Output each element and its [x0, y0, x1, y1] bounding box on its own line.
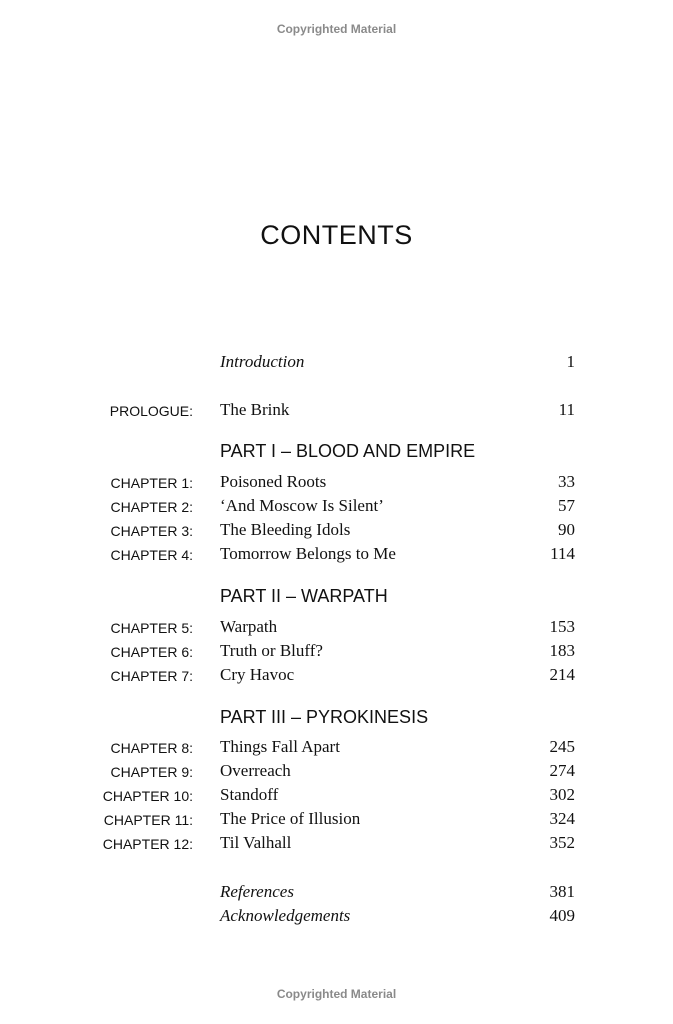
toc-entry-chapter: [0, 737, 673, 759]
entry-label: CHAPTER 8:: [110, 740, 193, 756]
toc-entry-chapter: [0, 496, 673, 518]
part-heading-3: PART III – PYROKINESIS: [220, 707, 429, 727]
entry-page-number: 90: [558, 520, 575, 539]
entry-title: Things Fall Apart: [220, 737, 340, 756]
entry-page-number: 352: [549, 833, 575, 852]
entry-title: Introduction: [220, 352, 305, 371]
toc-entry-chapter: [0, 665, 673, 687]
entry-page-number: 153: [549, 617, 575, 636]
entry-label: CHAPTER 12:: [102, 836, 193, 852]
entry-page-number: 409: [549, 906, 575, 925]
entry-label: PROLOGUE:: [109, 403, 193, 419]
toc-entry-references: [0, 882, 673, 904]
toc-entry-chapter: [0, 809, 673, 831]
entry-label: CHAPTER 6:: [110, 644, 193, 660]
entry-label: CHAPTER 2:: [110, 499, 193, 515]
entry-title: Acknowledgements: [220, 906, 351, 925]
entry-label: CHAPTER 5:: [110, 620, 193, 636]
toc-entry-acknowledgements: [0, 906, 673, 928]
entry-title: The Price of Illusion: [220, 809, 361, 828]
entry-title: Tomorrow Belongs to Me: [220, 544, 396, 563]
entry-page-number: 1: [566, 352, 575, 371]
toc-entry-chapter: [0, 472, 673, 494]
watermark-top: Copyrighted Material: [276, 22, 397, 36]
part-heading-1: PART I – BLOOD AND EMPIRE: [220, 441, 476, 461]
entry-page-number: 183: [549, 641, 575, 660]
entry-title: Cry Havoc: [220, 665, 295, 684]
page-title: CONTENTS: [260, 220, 413, 250]
entry-label: CHAPTER 3:: [110, 523, 193, 539]
entry-title: ‘And Moscow Is Silent’: [220, 496, 384, 515]
toc-entry-chapter: [0, 544, 673, 566]
entry-title: Warpath: [220, 617, 278, 636]
watermark-bottom: Copyrighted Material: [276, 987, 397, 1001]
entry-label: CHAPTER 1:: [110, 475, 193, 491]
toc-entry-chapter: [0, 761, 673, 783]
toc-entry-chapter: [0, 641, 673, 663]
entry-title: Til Valhall: [220, 833, 292, 852]
entry-label: CHAPTER 9:: [110, 764, 193, 780]
entry-title: References: [220, 882, 294, 901]
entry-title: Overreach: [220, 761, 291, 780]
entry-page-number: 114: [550, 544, 575, 563]
part-heading-2: PART II – WARPATH: [220, 586, 388, 606]
toc-entry-prologue: [0, 400, 673, 422]
toc-entry-chapter: [0, 833, 673, 855]
entry-page-number: 324: [549, 809, 575, 828]
entry-title: Poisoned Roots: [220, 472, 327, 491]
entry-title: The Brink: [220, 400, 290, 419]
entry-title: Standoff: [220, 785, 279, 804]
entry-page-number: 214: [549, 665, 575, 684]
entry-page-number: 33: [558, 472, 575, 491]
entry-page-number: 274: [549, 761, 575, 780]
entry-label: CHAPTER 10:: [102, 788, 193, 804]
entry-title: The Bleeding Idols: [220, 520, 351, 539]
toc-entry-chapter: [0, 617, 673, 639]
entry-page-number: 245: [549, 737, 575, 756]
entry-label: CHAPTER 7:: [110, 668, 193, 684]
entry-page-number: 381: [549, 882, 575, 901]
toc-entry-chapter: [0, 785, 673, 807]
entry-page-number: 57: [558, 496, 575, 515]
toc-entry-chapter: [0, 520, 673, 542]
entry-label: CHAPTER 4:: [110, 547, 193, 563]
toc-entry-introduction: [0, 352, 673, 374]
entry-label: CHAPTER 11:: [103, 812, 193, 828]
entry-title: Truth or Bluff?: [220, 641, 323, 660]
entry-page-number: 11: [558, 400, 575, 419]
entry-page-number: 302: [549, 785, 575, 804]
